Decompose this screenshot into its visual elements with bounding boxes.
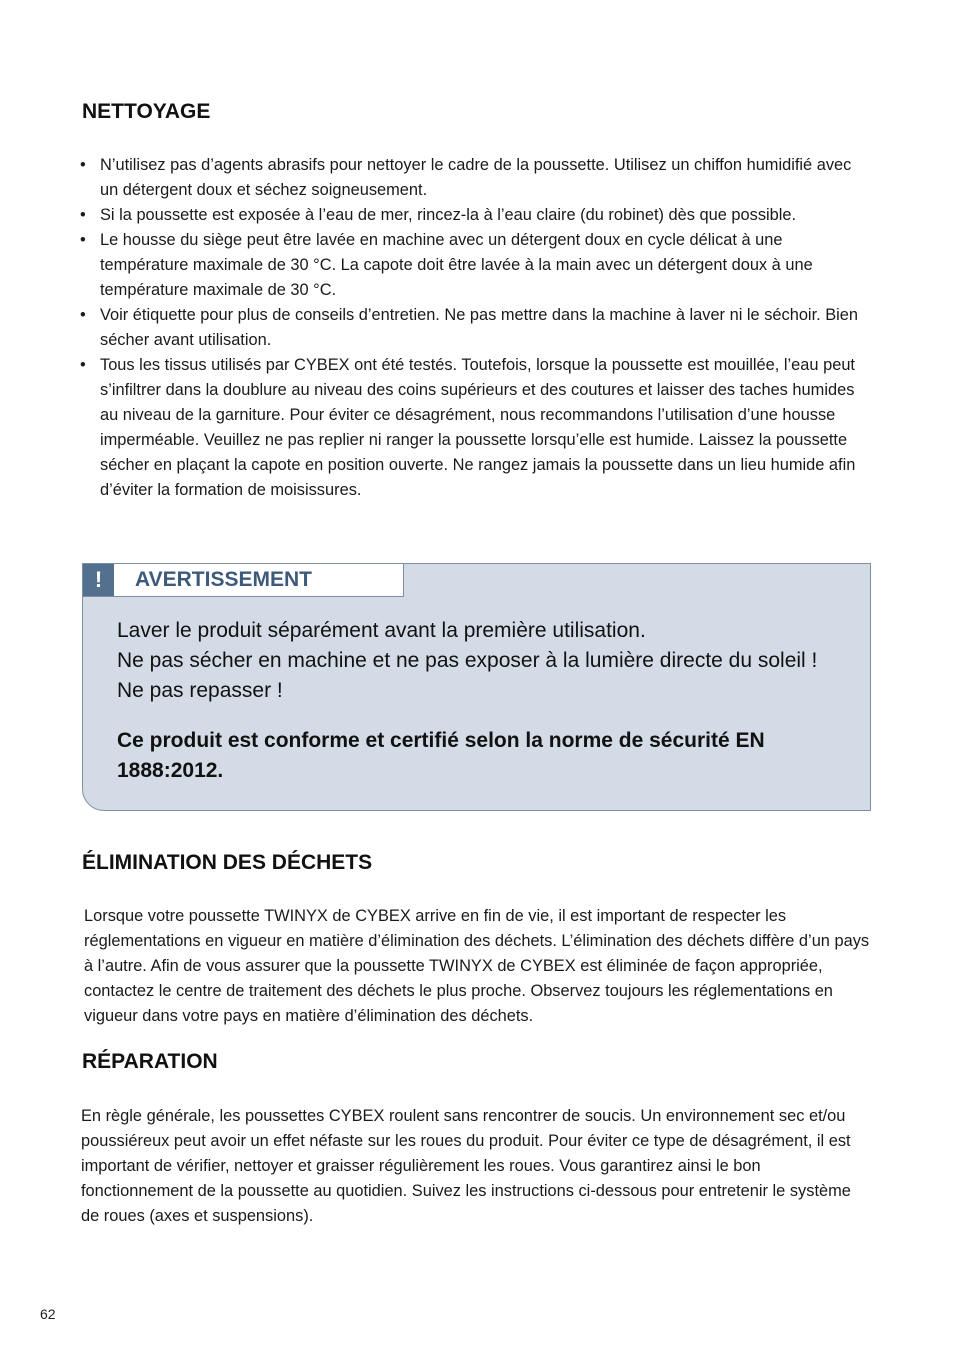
exclamation-icon: ! <box>83 564 114 596</box>
disposal-paragraph: Lorsque votre poussette TWINYX de CYBEX arrive en fin de vie, il est important de respecter les réglementations en vigueur en matière d’élimination des déchets. L’élimination des déchets diffère d’un pays à l’autre. Afin de vous assurer que la poussette TWINYX de CYBEX est éliminée de façon appropriée, contactez le centre de traitement des déchets le plus proche. Observez toujours les réglementations en vigueur dans votre pays en matière d’élimination des déchets. <box>84 907 870 1025</box>
warning-line: Laver le produit séparément avant la première utilisation. <box>117 619 646 642</box>
repair-paragraph: En règle générale, les poussettes CYBEX roulent sans rencontrer de soucis. Un environnement sec et/ou poussiéreux peut avoir un effet néfaste sur les roues du produit. Pour éviter ce type de désagrément, il est important de vérifier, nettoyer et graisser régulièrement les roues. Vous garantirez ainsi le bon fonctionnement de la poussette au quotidien. Suivez les instructions ci-dessous pour entretenir le système de roues (axes et suspensions). <box>81 1107 851 1225</box>
section-title-disposal: ÉLIMINATION DES DÉCHETS <box>82 851 373 874</box>
warning-title: AVERTISSEMENT <box>135 568 312 591</box>
cleaning-bullet-item: • Si la poussette est exposée à l’eau de mer, rincez-la à l’eau claire (du robinet) dès que possible. <box>78 203 868 228</box>
warning-box <box>82 563 871 811</box>
warning-text <box>117 616 837 706</box>
warning-line: Ne pas sécher en machine et ne pas exposer à la lumière directe du soleil ! Ne pas repasser ! <box>117 649 818 702</box>
section-title-repair: RÉPARATION <box>82 1050 218 1073</box>
page-number: 62 <box>40 1306 56 1322</box>
cleaning-bullet-item: • Tous les tissus utilisés par CYBEX ont été testés. Toutefois, lorsque la poussette est mouillée, l’eau peut s’infiltrer dans la doublure au niveau des coins supérieurs et des coutures et laisser des taches humides au niveau de la garniture. Pour éviter ce désagrément, nous recommandons l’utilisation d’une housse imperméable. Veuillez ne pas replier ni ranger la poussette lorsqu’elle est humide. Laissez la poussette sécher en plaçant la capote en position ouverte. Ne rangez jamais la poussette dans un lieu humide afin d’éviter la formation de moisissures. <box>78 353 868 503</box>
cleaning-bullet-list <box>78 153 868 503</box>
certification-note: Ce produit est conforme et certifié selon la norme de sécurité EN 1888:2012. <box>117 729 765 782</box>
section-title-cleaning: NETTOYAGE <box>82 100 211 123</box>
cleaning-bullet-item: • Voir étiquette pour plus de conseils d’entretien. Ne pas mettre dans la machine à laver ni le séchoir. Bien sécher avant utilisation. <box>78 303 868 353</box>
cleaning-bullet-item: • Le housse du siège peut être lavée en machine avec un détergent doux en cycle délicat à une température maximale de 30 °C. La capote doit être lavée à la main avec un détergent doux à une température maximale de 30 °C. <box>78 228 868 303</box>
warning-header <box>82 563 404 597</box>
cleaning-bullet-item: • N’utilisez pas d’agents abrasifs pour nettoyer le cadre de la poussette. Utilisez un chiffon humidifié avec un détergent doux et séchez soigneusement. <box>78 153 868 203</box>
